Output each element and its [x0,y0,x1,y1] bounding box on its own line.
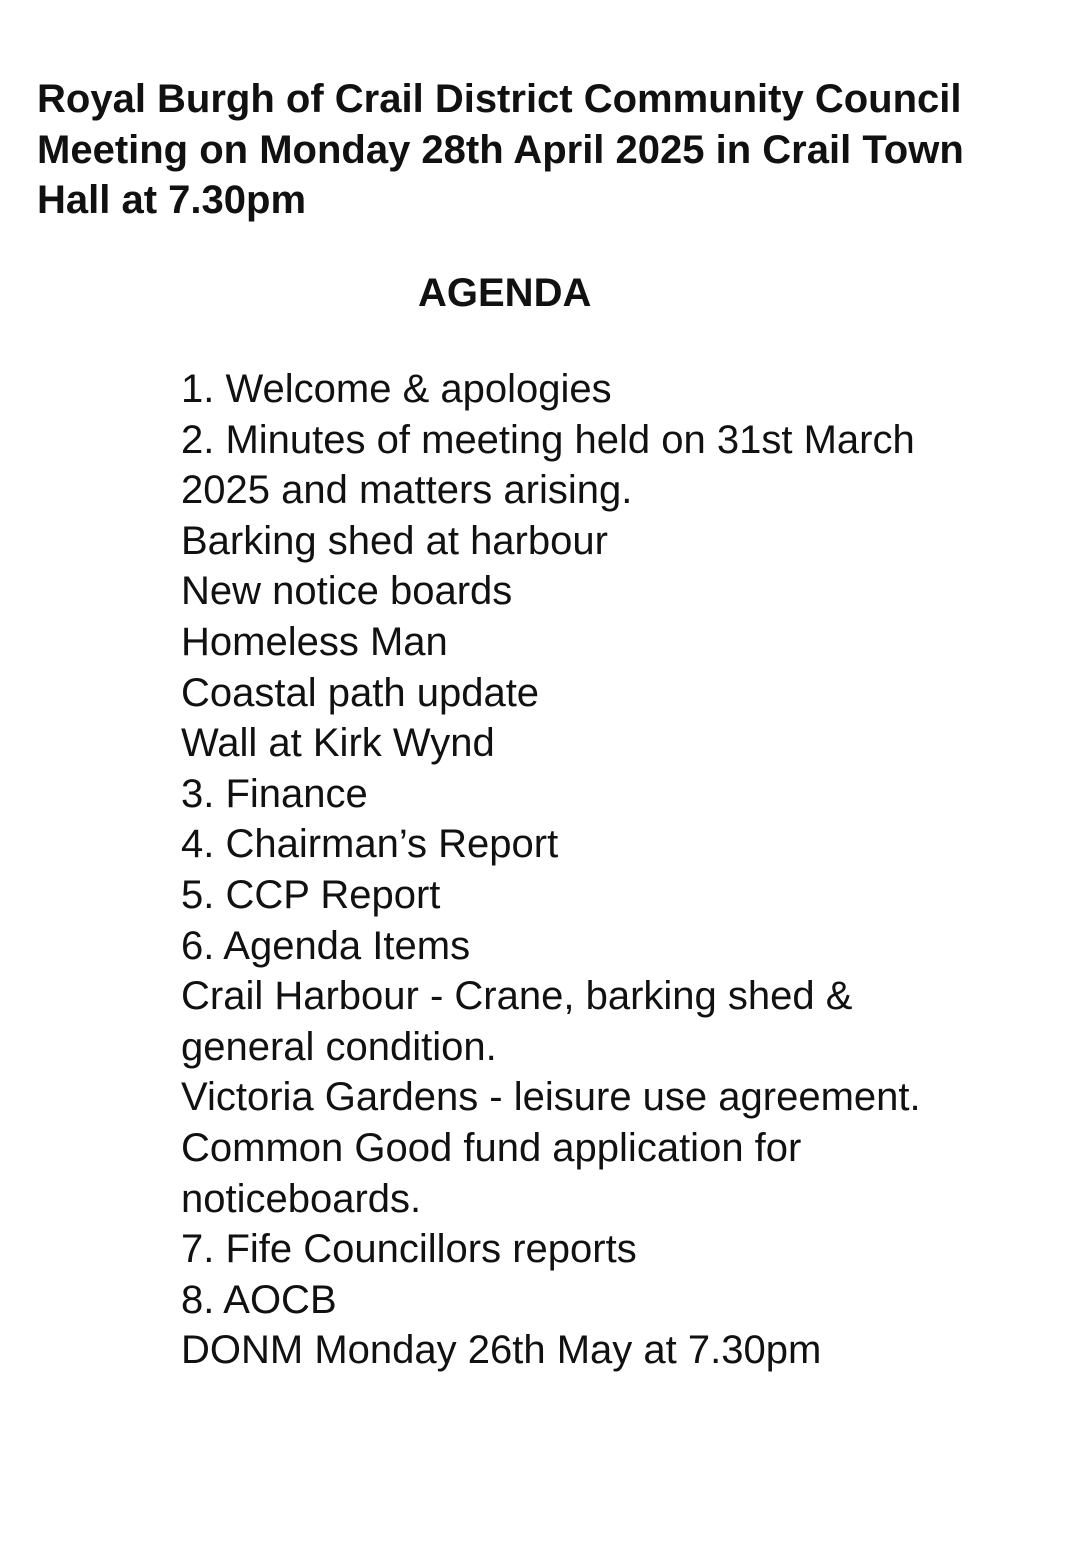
heading-line: Royal Burgh of Crail District Community Council [37,77,962,121]
agenda-item: 2. Minutes of meeting held on 31st March [181,417,915,462]
agenda-item: Crail Harbour - Crane, barking shed & [181,974,853,1019]
agenda-item: Barking shed at harbour [181,518,608,563]
agenda-item: 2025 and matters arising. [181,468,633,513]
heading-line: Meeting on Monday 28th April 2025 in Crail Town [37,127,964,172]
agenda-item: Homeless Man [181,619,448,664]
agenda-item: 1. Welcome & apologies [181,367,612,411]
agenda-item: 4. Chairman’s Report [181,822,559,867]
agenda-item: Coastal path update [181,670,540,715]
agenda-item: 5. CCP Report [181,872,441,917]
meeting-heading [37,74,1047,226]
agenda-item: Wall at Kirk Wynd [181,721,495,766]
agenda-item: general condition. [181,1024,497,1069]
agenda-item: noticeboards. [181,1176,422,1221]
agenda-item: 3. Finance [181,771,368,816]
agenda-item: 6. Agenda Items [181,923,471,968]
agenda-item: 7. Fife Councillors reports [181,1227,637,1272]
heading-line: Hall at 7.30pm [37,178,307,222]
agenda-item: DONM Monday 26th May at 7.30pm [181,1328,822,1373]
agenda-title: AGENDA [418,271,592,315]
agenda-item: New notice boards [181,569,513,614]
agenda-list [181,364,1061,1376]
agenda-item: Victoria Gardens - leisure use agreement. [181,1075,921,1120]
agenda-item: 8. AOCB [181,1277,337,1322]
agenda-item: Common Good fund application for [181,1125,802,1170]
